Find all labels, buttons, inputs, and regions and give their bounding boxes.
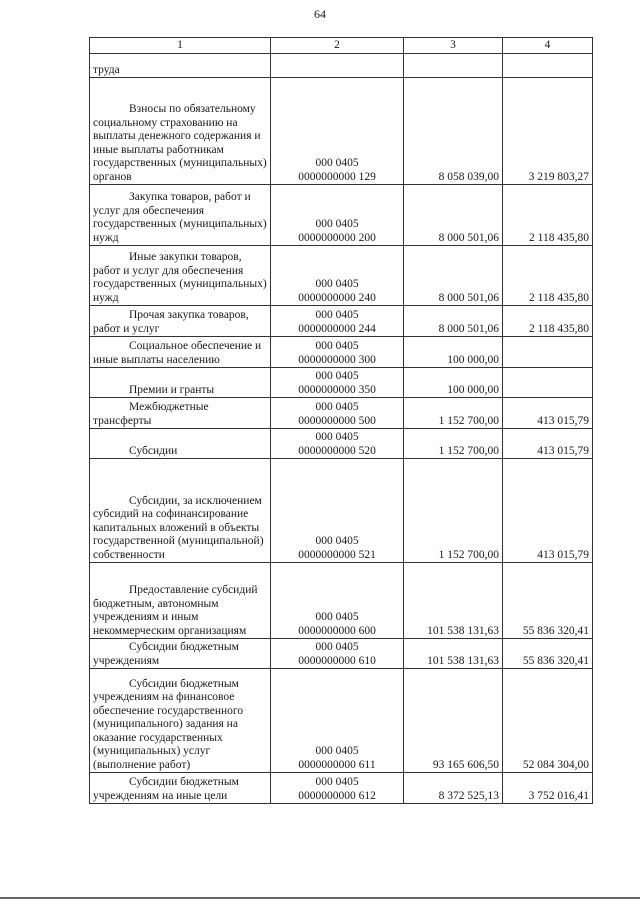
row-value-col3: 1 152 700,00 (404, 398, 503, 429)
row-name: труда (93, 63, 120, 76)
row-value-col3: 100 000,00 (404, 337, 503, 368)
row-code-section: 000 0405 (315, 370, 359, 382)
row-code-article: 0000000000 520 (298, 444, 376, 457)
row-name-cell (90, 368, 271, 398)
row-code-cell (271, 78, 404, 185)
row-code-cell (271, 429, 404, 459)
row-name: Социальное обеспечение и иные выплаты населению (93, 340, 262, 366)
row-code-article: 0000000000 612 (298, 789, 376, 802)
row-name-cell (90, 337, 271, 368)
row-value-col3: 8 000 501,06 (404, 246, 503, 306)
row-code-section: 000 0405 (315, 641, 359, 653)
row-value-col4: 2 118 435,80 (503, 306, 593, 337)
table-row (90, 459, 593, 563)
row-code-section: 000 0405 (315, 535, 359, 547)
table-row (90, 398, 593, 429)
row-name-cell (90, 398, 271, 429)
table-row (90, 185, 593, 246)
row-code-article: 0000000000 244 (298, 322, 376, 335)
row-name: Субсидии бюджетным учреждениям (93, 641, 239, 667)
row-value-col4: 55 836 320,41 (503, 639, 593, 669)
row-name-cell (90, 54, 271, 78)
row-name: Иные закупки товаров, работ и услуг для обеспечения государственных (муниципальных) нужд (93, 251, 267, 304)
row-name: Предоставление субсидий бюджетным, автономным учреждениям и иным некоммерческим организациям (93, 584, 258, 637)
row-value-col4: 3 752 016,41 (503, 773, 593, 804)
row-value-col4: 55 836 320,41 (503, 563, 593, 639)
table-row (90, 773, 593, 804)
row-value-col4: 2 118 435,80 (503, 185, 593, 246)
row-code-cell (271, 337, 404, 368)
row-name: Премии и гранты (129, 383, 215, 396)
row-code-section: 000 0405 (315, 278, 359, 290)
column-header-4: 4 (503, 38, 593, 54)
row-value-col4: 413 015,79 (503, 398, 593, 429)
row-value-col3: 93 165 606,50 (404, 669, 503, 773)
row-code-article: 0000000000 350 (298, 383, 376, 396)
row-name-cell (90, 563, 271, 639)
row-code-article: 0000000000 300 (298, 353, 376, 366)
row-code-section: 000 0405 (315, 745, 359, 757)
row-code-cell (271, 459, 404, 563)
row-code-article: 0000000000 611 (298, 758, 376, 771)
row-code-article: 0000000000 600 (298, 624, 376, 637)
column-header-2: 2 (271, 38, 404, 54)
table-row (90, 246, 593, 306)
row-code-article: 0000000000 610 (298, 654, 376, 667)
row-value-col3: 8 058 039,00 (404, 78, 503, 185)
row-code-cell (271, 246, 404, 306)
row-value-col3: 8 372 525,13 (404, 773, 503, 804)
row-name: Субсидии бюджетным учреждениям на финансовое обеспечение государственного (муниципального) задания на оказание государственных (муниципальных) услуг (выполнение работ) (93, 677, 244, 771)
table-row (90, 429, 593, 459)
row-value-col4: 52 084 304,00 (503, 669, 593, 773)
row-code-section: 000 0405 (315, 340, 359, 352)
row-name-cell (90, 669, 271, 773)
row-name-cell (90, 459, 271, 563)
row-name: Закупка товаров, работ и услуг для обеспечения государственных (муниципальных) нужд (93, 191, 267, 244)
row-code-article: 0000000000 500 (298, 414, 376, 427)
row-code-article: 0000000000 240 (298, 291, 376, 304)
row-value-col3 (404, 54, 503, 78)
row-value-col4 (503, 368, 593, 398)
page-number: 64 (314, 7, 326, 21)
row-code-section: 000 0405 (315, 776, 359, 788)
column-header-3: 3 (404, 38, 503, 54)
bottom-rule (0, 897, 640, 899)
row-code-cell (271, 185, 404, 246)
row-value-col3: 8 000 501,06 (404, 185, 503, 246)
row-value-col3: 8 000 501,06 (404, 306, 503, 337)
row-code-section: 000 0405 (315, 218, 359, 230)
table-row (90, 669, 593, 773)
column-header-1: 1 (90, 38, 271, 54)
row-value-col4 (503, 54, 593, 78)
row-value-col4 (503, 337, 593, 368)
row-code-section: 000 0405 (315, 431, 359, 443)
table-body (90, 54, 593, 804)
row-code-cell (271, 368, 404, 398)
row-name: Прочая закупка товаров, работ и услуг (93, 309, 249, 335)
row-code-cell (271, 669, 404, 773)
row-code-section: 000 0405 (315, 401, 359, 413)
row-value-col4: 413 015,79 (503, 459, 593, 563)
row-code-cell (271, 773, 404, 804)
row-name: Взносы по обязательному социальному страхованию на выплаты денежного содержания и иные выплаты работникам государственных (муниципальных) органов (93, 103, 267, 183)
row-code-section: 000 0405 (315, 157, 359, 169)
row-name-cell (90, 639, 271, 669)
row-code-article: 0000000000 200 (298, 231, 376, 244)
row-name: Межбюджетные трансферты (93, 401, 209, 427)
row-value-col3: 101 538 131,63 (404, 639, 503, 669)
row-code-cell (271, 54, 404, 78)
table-row (90, 639, 593, 669)
row-value-col3: 100 000,00 (404, 368, 503, 398)
row-code-cell (271, 398, 404, 429)
table-row (90, 563, 593, 639)
row-value-col4: 2 118 435,80 (503, 246, 593, 306)
row-value-col3: 101 538 131,63 (404, 563, 503, 639)
table-row (90, 78, 593, 185)
row-code-cell (271, 563, 404, 639)
row-code-article: 0000000000 521 (298, 548, 376, 561)
row-name-cell (90, 185, 271, 246)
row-value-col3: 1 152 700,00 (404, 429, 503, 459)
row-value-col4: 413 015,79 (503, 429, 593, 459)
table-header-row (90, 38, 593, 54)
row-code-cell (271, 639, 404, 669)
row-name-cell (90, 306, 271, 337)
row-value-col3: 1 152 700,00 (404, 459, 503, 563)
row-name-cell (90, 78, 271, 185)
table-row (90, 54, 593, 78)
row-name: Субсидии, за исключением субсидий на софинансирование капитальных вложений в объекты государственной (муниципальной) собственности (93, 494, 264, 561)
row-code-cell (271, 306, 404, 337)
budget-table (89, 37, 593, 804)
row-code-section: 000 0405 (315, 611, 359, 623)
row-name-cell (90, 429, 271, 459)
row-value-col4: 3 219 803,27 (503, 78, 593, 185)
table-row (90, 337, 593, 368)
row-name: Субсидии (129, 444, 178, 457)
row-name-cell (90, 773, 271, 804)
row-name: Субсидии бюджетным учреждениям на иные цели (93, 776, 239, 802)
row-code-section: 000 0405 (315, 309, 359, 321)
table-row (90, 306, 593, 337)
row-name-cell (90, 246, 271, 306)
row-code-article: 0000000000 129 (298, 170, 376, 183)
table-row (90, 368, 593, 398)
